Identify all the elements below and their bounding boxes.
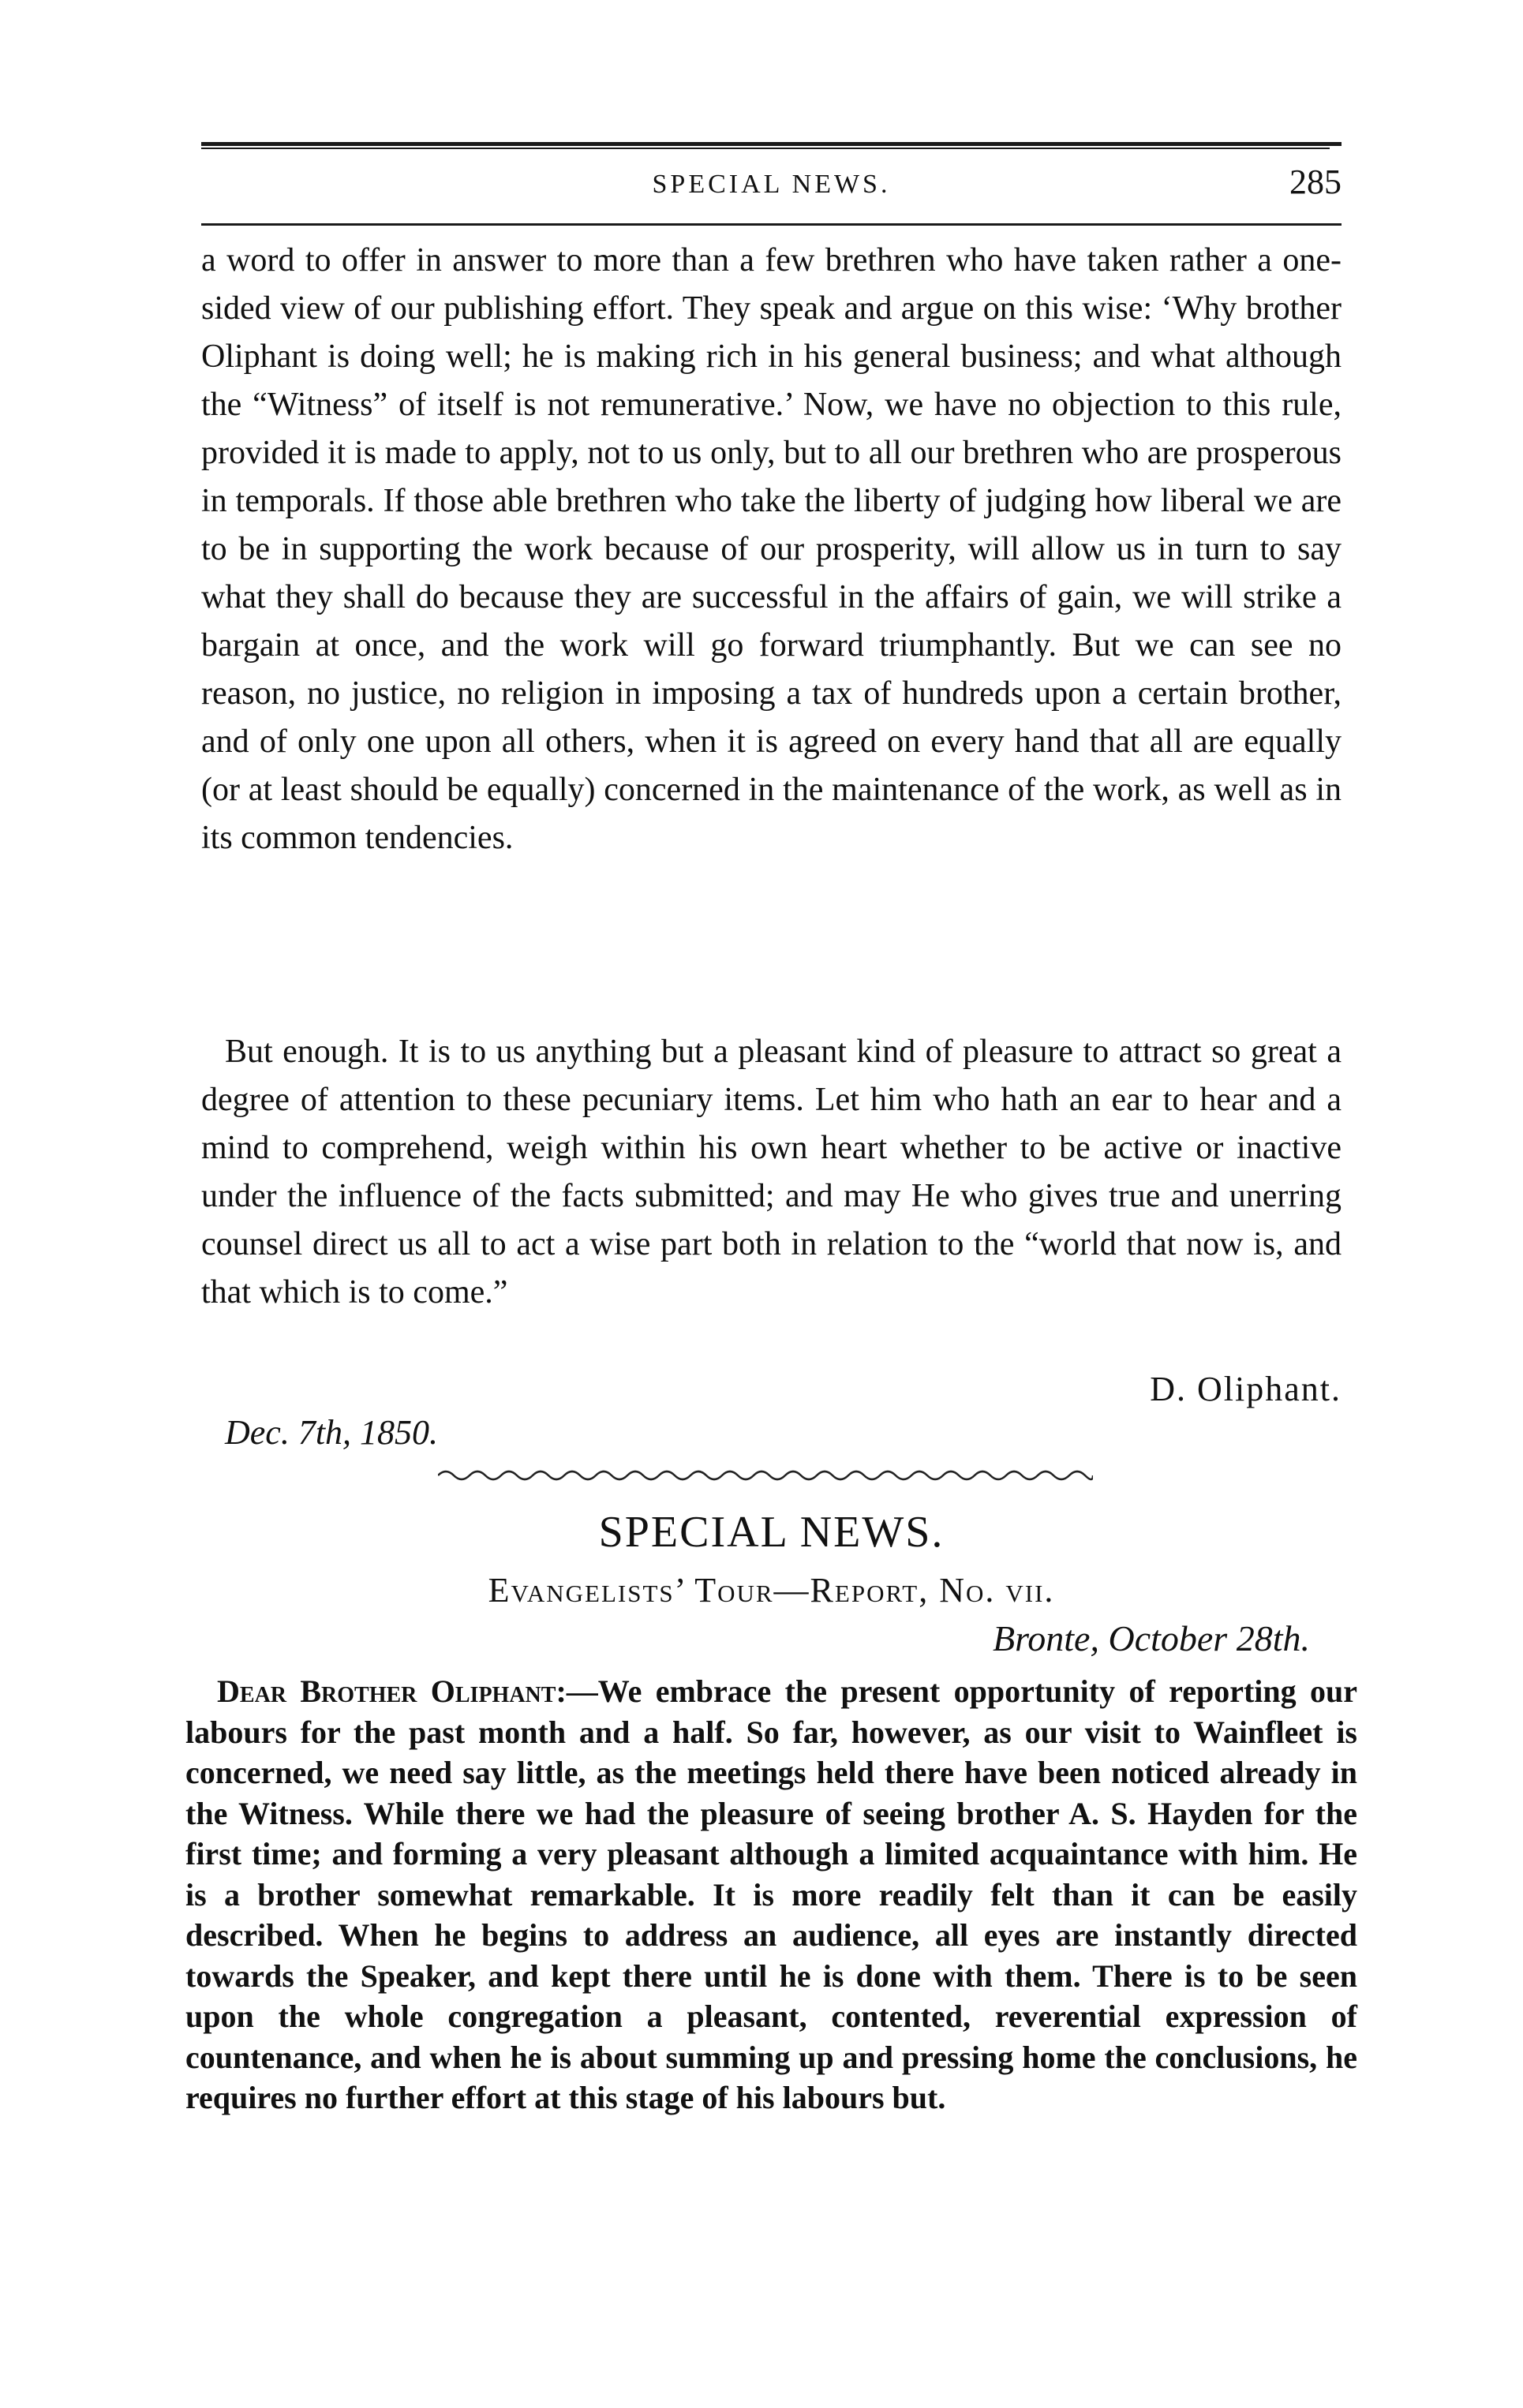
letter-salutation: Dear Brother Oliphant: — [217, 1673, 567, 1709]
letter-body — [185, 1671, 1357, 2118]
page-number: 285 — [1289, 163, 1342, 201]
section-title: SPECIAL NEWS. — [598, 1508, 945, 1557]
letter-paragraph — [185, 1671, 1357, 2118]
header-top-rule-thin — [201, 148, 1330, 149]
header-bottom-rule — [201, 223, 1342, 226]
running-title: SPECIAL NEWS. — [652, 170, 891, 199]
header-top-rule — [201, 142, 1342, 146]
running-head — [201, 162, 1342, 209]
article-closing — [201, 1028, 1342, 1317]
section-divider — [438, 1468, 1093, 1483]
section-subtitle: Evangelists’ Tour—Report, No. vii. — [488, 1571, 1055, 1610]
article-paragraph: But enough. It is to us anything but a pleasant kind of pleasure to attract so great a degree of attention to these pecuniary items. Let him who hath an ear to hear and a mind to comprehend, weigh within his own heart whether to be active or inactive under the influence of the facts submitted; and may He who gives true and unerring counsel direct us all to act a wise part both in relation to the “world that now is, and that which is to come.” — [201, 1034, 1342, 1311]
letter-place-date: Bronte, October 28th. — [992, 1618, 1310, 1658]
article-paragraph: a word to offer in answer to more than a few brethren who have taken rather a one-sided view of our publishing effort. They speak and argue on this wise: ‘Why brother Oliphant is doing well; he is making rich in his general business; and what although the “Witness” of itself is not remunerative.’ Now, we have no objection to this rule, provided it is made to apply, not to us only, but to all our brethren who are prosperous in temporals. If those able brethren who take the liberty of judging how liberal we are to be in supporting the work because of our prosperity, will allow us in turn to say what they shall do because they are successful in the affairs of gain, we will strike a bargain at once, and the work will go forward triumphantly. But we can see no reason, no justice, no religion in imposing a tax of hundreds upon a certain brother, and of only one upon all others, when it is agreed on every hand that all are equally (or at least should be equally) concerned in the maintenance of the work, as well as in its common tendencies. — [201, 242, 1342, 856]
article-dateline: Dec. 7th, 1850. — [225, 1413, 439, 1452]
letter-text: —We embrace the present opportunity of reporting our labours for the past month and a half. So far, however, as our visit to Wainfleet is concerned, we need say little, as the meetings held there have been noticed already in the Witness. While there we had the pleasure of seeing brother A. S. Hayden for the first time; and forming a very pleasant although a limited acquaintance with him. He is a brother somewhat remarkable. It is more readily felt than it can be easily described. When he begins to address an audience, all eyes are instantly directed towards the Speaker, and kept there until he is done with them. There is to be seen upon the whole congregation a pleasant, contented, reverential expression of countenance, and when he is about summing up and pressing home the conclusions, he requires no further effort at this stage of his labours but. — [185, 1673, 1357, 2115]
article-continuation — [201, 237, 1342, 862]
author-signature: D. Oliphant. — [1150, 1370, 1342, 1408]
